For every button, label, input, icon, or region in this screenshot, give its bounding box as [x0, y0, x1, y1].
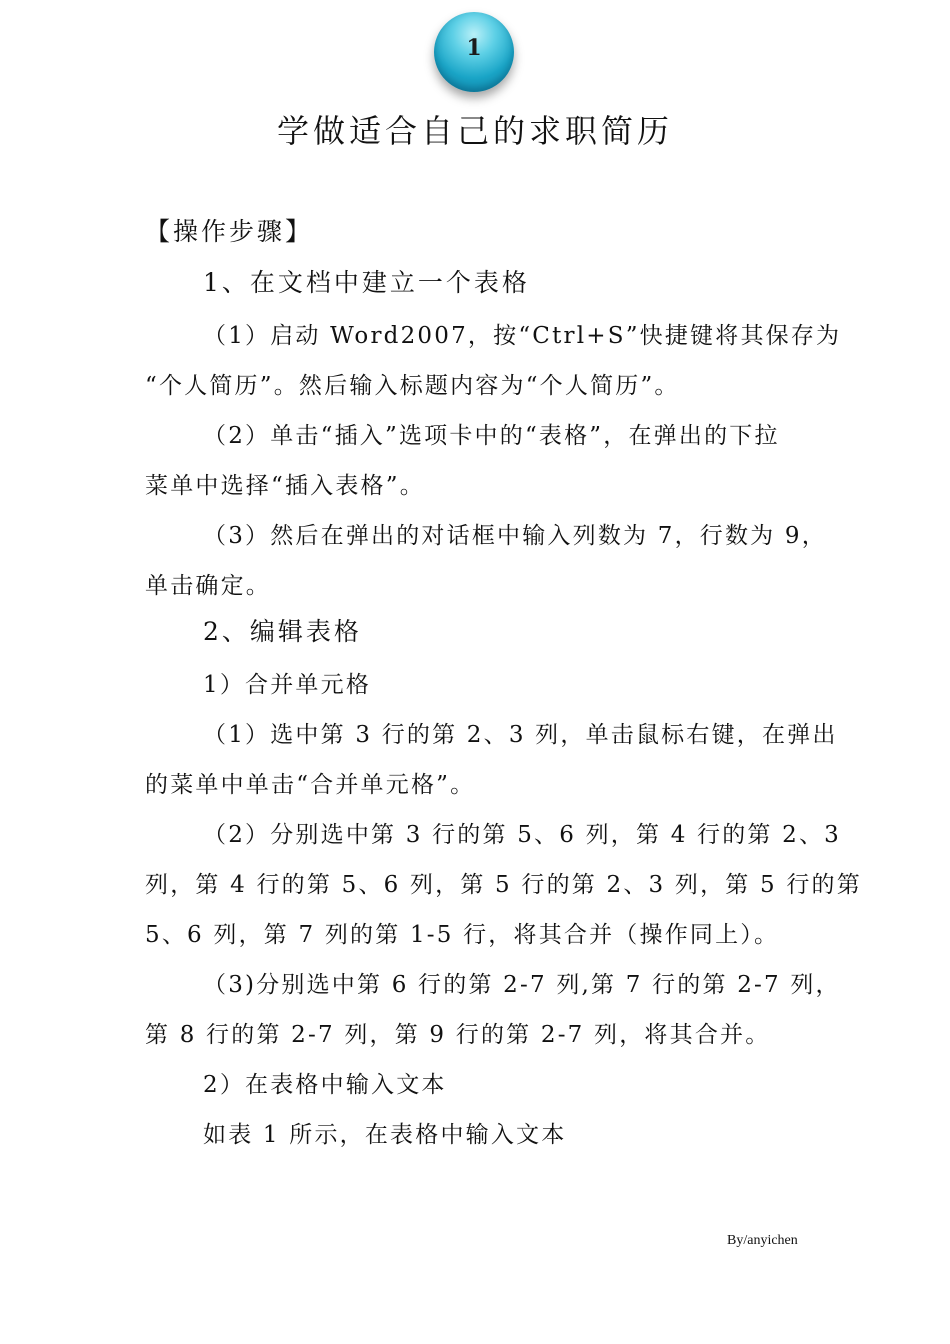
paragraph-line: （2）单击“插入”选项卡中的“表格”，在弹出的下拉 — [203, 423, 780, 449]
paragraph-line: （3)分别选中第 6 行的第 2-7 列,第 7 行的第 2-7 列， — [203, 972, 841, 998]
paragraph-line: 5、6 列，第 7 列的第 1-5 行，将其合并（操作同上）。 — [145, 922, 780, 948]
paragraph-line: （1）启动 Word2007，按“Ctrl+S”快捷键将其保存为 — [203, 323, 842, 349]
page-number: 1 — [466, 35, 482, 61]
paragraph-line: （3）然后在弹出的对话框中输入列数为 7，行数为 9， — [203, 523, 827, 549]
paragraph-line: （1）选中第 3 行的第 2、3 列，单击鼠标右键，在弹出 — [203, 722, 838, 748]
step-heading-create-table: 1、在文档中建立一个表格 — [203, 268, 530, 297]
step-heading-edit-table: 2、编辑表格 — [203, 617, 362, 646]
paragraph-line: （2）分别选中第 3 行的第 5、6 列，第 4 行的第 2、3 — [203, 822, 842, 848]
paragraph-line: 列，第 4 行的第 5、6 列，第 5 行的第 2、3 列，第 5 行的第 — [145, 872, 862, 898]
paragraph-line: 第 8 行的第 2-7 列，第 9 行的第 2-7 列，将其合并。 — [145, 1022, 771, 1048]
author-footer: By/anyichen — [727, 1233, 798, 1248]
document-title: 学做适合自己的求职简历 — [276, 112, 673, 150]
paragraph-line: “个人简历”。然后输入标题内容为“个人简历”。 — [145, 373, 680, 399]
paragraph-line: 的菜单中单击“合并单元格”。 — [145, 772, 476, 798]
paragraph-line: 单击确定。 — [145, 573, 271, 599]
section-heading-steps: 【操作步骤】 — [145, 217, 314, 246]
paragraph-line: 菜单中选择“插入表格”。 — [145, 473, 425, 499]
subheading-merge-cells: 1）合并单元格 — [203, 672, 372, 698]
paragraph-line: 如表 1 所示，在表格中输入文本 — [203, 1122, 567, 1148]
subheading-enter-text: 2）在表格中输入文本 — [203, 1072, 447, 1098]
page-number-badge — [434, 12, 514, 92]
